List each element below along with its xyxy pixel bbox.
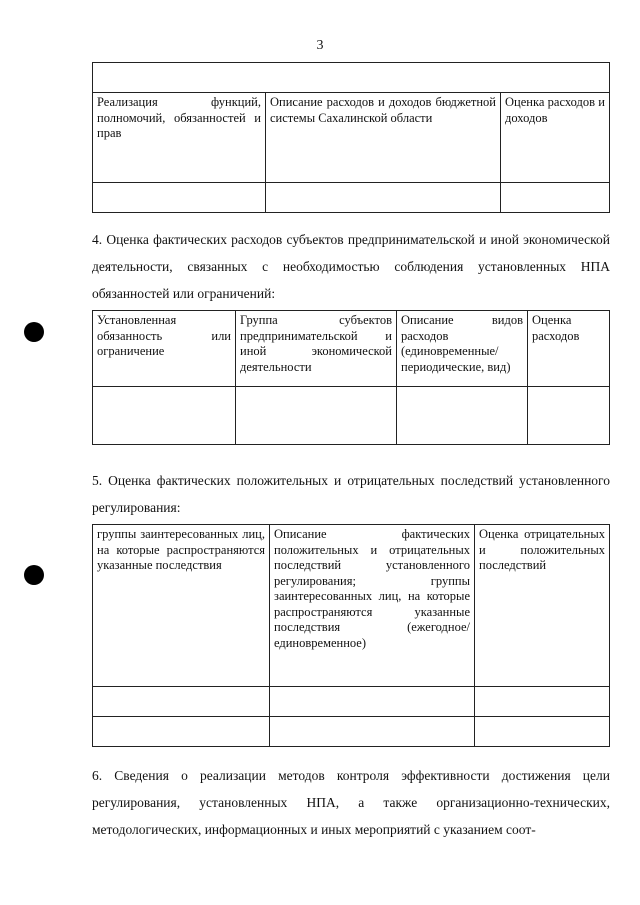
table-header-row <box>93 311 610 387</box>
table-row-empty <box>93 717 610 747</box>
table-consequences <box>92 524 610 747</box>
table-header-row <box>93 93 610 183</box>
punch-hole-bottom <box>24 565 44 585</box>
table-header-row <box>93 525 610 687</box>
header-cell: группы заинтересованных лиц, на которые распространяются указанные последствия <box>93 525 270 687</box>
table-budget-assessment <box>92 62 610 213</box>
header-cell: Установленная обязанность или ограничение <box>93 311 236 387</box>
header-cell: Описание фактических положительных и отрицательных последствий установленного регулирования; группы заинтересованных лиц, на которые распространяются указанные последствия (ежегодное/единовременное) <box>270 525 475 687</box>
section-5-text: 5. Оценка фактических положительных и отрицательных последствий установленного регулирования: <box>92 473 610 515</box>
header-cell: Группа субъектов предпринимательской и иной экономической деятельности <box>236 311 397 387</box>
header-cell: Оценка отрицательных и положительных последствий <box>475 525 610 687</box>
punch-hole-top <box>24 322 44 342</box>
header-cell: Оценка расходов и доходов <box>501 93 610 183</box>
section-4-text: 4. Оценка фактических расходов субъектов предпринимательской и иной экономической деятельности, связанных с необходимостью соблюдения установленных НПА обязанностей или ограничений: <box>92 232 610 301</box>
table-row-empty <box>93 687 610 717</box>
header-cell: Оценка расходов <box>528 311 610 387</box>
table-row-empty <box>93 183 610 213</box>
table-row-empty <box>93 63 610 93</box>
table-row-empty <box>93 387 610 445</box>
header-cell: Описание видов расходов (единовременные/ периодические, вид) <box>397 311 528 387</box>
table-business-expenses <box>92 310 610 445</box>
header-cell: Реализация функций, полномочий, обязанностей и прав <box>93 93 266 183</box>
page-number: 3 <box>316 38 324 53</box>
header-cell: Описание расходов и доходов бюджетной системы Сахалинской области <box>266 93 501 183</box>
section-6-text: 6. Сведения о реализации методов контроля эффективности достижения цели регулирования, установленных НПА, а также организационно-технических, методологических, информационных и иных мероприятий с указанием соот- <box>92 768 610 837</box>
